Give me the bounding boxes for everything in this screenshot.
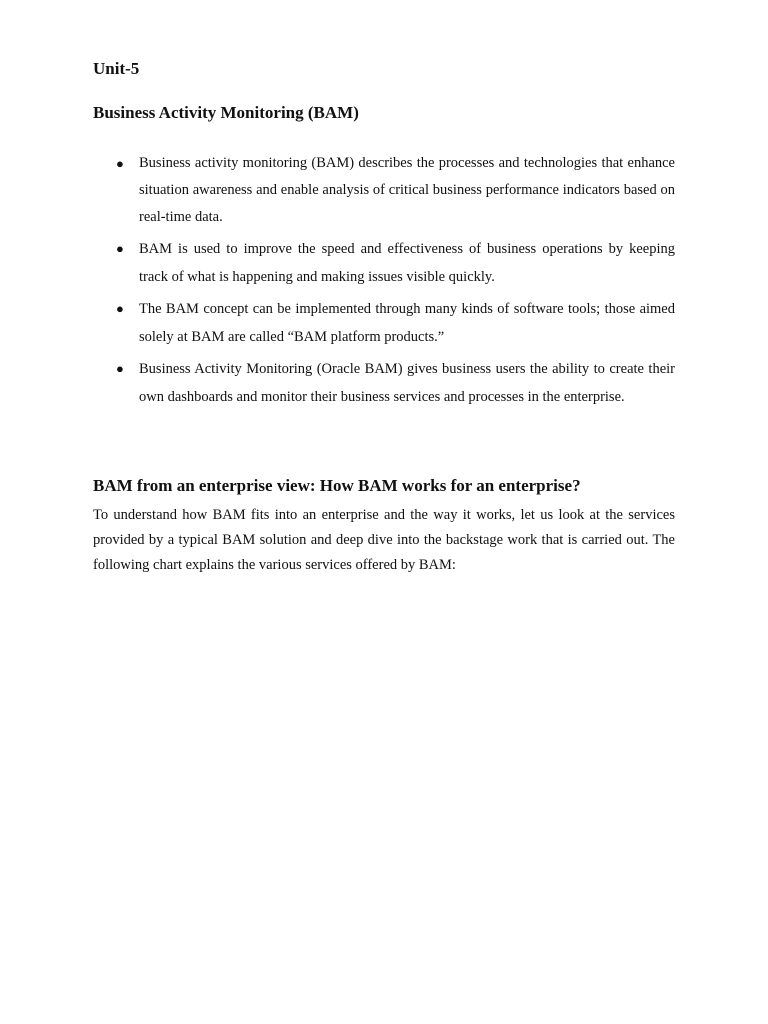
bullet-icon: ● [116, 241, 124, 256]
bullet-item [93, 295, 675, 351]
bullet-text: Business Activity Monitoring (Oracle BAM) gives business users the ability to create their own dashboards and monitor their business services and processes in the enterprise. [139, 361, 675, 405]
section-title: Business Activity Monitoring (BAM) [93, 103, 359, 122]
body-paragraph: To understand how BAM fits into an enterprise and the way it works, let us look at the services provided by a typical BAM solution and deep dive into the backstage work that is carried out. The following chart explains the various services offered by BAM: [93, 507, 675, 573]
bullet-item [93, 150, 675, 231]
bullet-icon: ● [116, 156, 124, 171]
bullet-icon: ● [116, 301, 124, 316]
bullet-icon: ● [116, 361, 124, 376]
bullet-text: Business activity monitoring (BAM) describes the processes and technologies that enhance situation awareness and enable analysis of critical business performance indicators based on real-time data. [139, 155, 675, 225]
unit-title: Unit-5 [93, 59, 140, 78]
bullet-item [93, 235, 675, 291]
bullet-item [93, 355, 675, 411]
bullet-text: BAM is used to improve the speed and effectiveness of business operations by keeping track of what is happening and making issues visible quickly. [139, 241, 675, 285]
bullet-list [93, 150, 675, 415]
bullet-text: The BAM concept can be implemented through many kinds of software tools; those aimed solely at BAM are called “BAM platform products.” [139, 301, 675, 345]
subheading: BAM from an enterprise view: How BAM works for an enterprise? [93, 476, 581, 495]
